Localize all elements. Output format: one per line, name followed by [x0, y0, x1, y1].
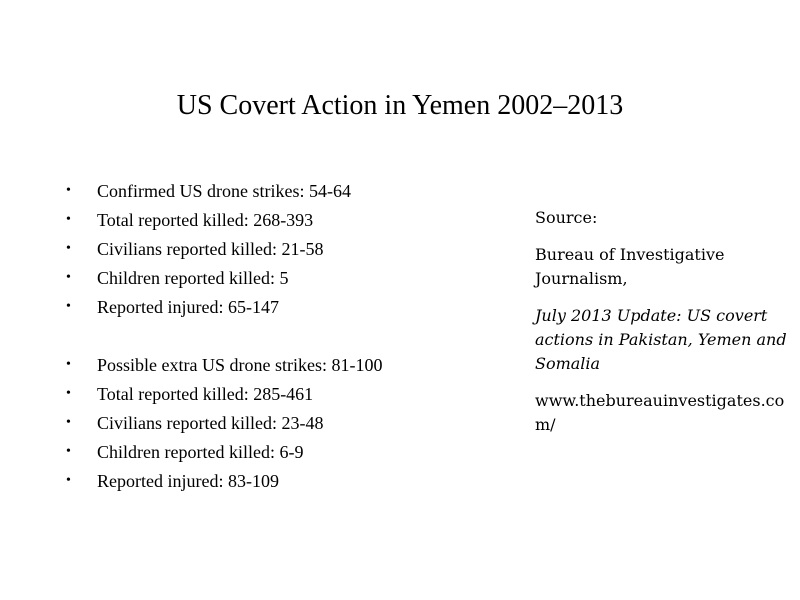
list-item: [66, 381, 486, 410]
list-item-text: Total reported killed: 285-461: [97, 384, 314, 404]
bullet-icon: •: [66, 473, 71, 488]
list-item: [66, 439, 486, 468]
bullet-icon: •: [66, 212, 71, 227]
list-item-text: Confirmed US drone strikes: 54-64: [97, 181, 351, 201]
list-item-text: Reported injured: 65-147: [97, 297, 279, 317]
list-item: [66, 410, 486, 439]
bullet-icon: •: [66, 444, 71, 459]
bullet-icon: •: [66, 386, 71, 401]
source-publisher: Bureau of Investigative Journalism,: [535, 245, 725, 288]
confirmed-strikes-list: [66, 178, 486, 323]
list-item: [66, 178, 486, 207]
source-report-title: July 2013 Update: US covert actions in Pakistan, Yemen and Somalia: [535, 306, 787, 373]
list-item-text: Civilians reported killed: 23-48: [97, 413, 324, 433]
bullet-icon: •: [66, 357, 71, 372]
possible-strikes-list: [66, 352, 486, 497]
source-url: www.thebureauinvestigates.com/: [535, 391, 785, 434]
bullet-icon: •: [66, 183, 71, 198]
source-label: Source:: [535, 208, 598, 227]
slide-title: US Covert Action in Yemen 2002–2013: [176, 90, 624, 121]
list-item: [66, 265, 486, 294]
list-item: [66, 294, 486, 323]
list-item: [66, 207, 486, 236]
list-item-text: Children reported killed: 5: [97, 268, 289, 288]
list-item-text: Total reported killed: 268-393: [97, 210, 314, 230]
list-item-text: Children reported killed: 6-9: [97, 442, 304, 462]
list-item: [66, 236, 486, 265]
list-item: [66, 468, 486, 497]
list-item-text: Reported injured: 83-109: [97, 471, 279, 491]
list-item: [66, 352, 486, 381]
source-citation: [535, 206, 795, 450]
bullet-icon: •: [66, 270, 71, 285]
bullet-icon: •: [66, 415, 71, 430]
bullet-icon: •: [66, 241, 71, 256]
list-item-text: Possible extra US drone strikes: 81-100: [97, 355, 383, 375]
list-item-text: Civilians reported killed: 21-58: [97, 239, 324, 259]
bullet-icon: •: [66, 299, 71, 314]
